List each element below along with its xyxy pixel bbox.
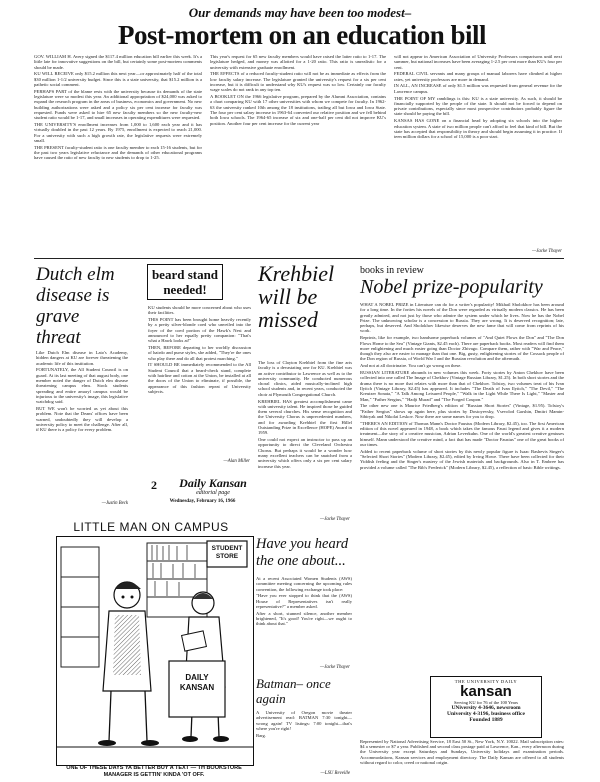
krehbiel-signature: —Jacke Thayer [320,517,350,522]
cartoon-caption: ONE OF THESE DAYS YA BETTER BUY A TEXT — TH BOOKSTORE MANAGER IS GETTIN' KINDA 'OT OFF. [66,765,242,778]
cartoon-sign-kansan: DAILY KANSAN [179,673,215,692]
krehbiel-paragraph: The loss of Clayton Krehbiel from the fine arts faculty is a devastating one for KU. Krehbiel was an active contributor to Lawrence as well as to the university community. He conducted numerous choral clinics, aided musically-inclined high school students and, in recent years, conducted the choir at Plymouth Congregational Church. [258,360,352,397]
batman-body [256,710,352,770]
books-paragraph: The other new one is Maurice Friedberg's edition of "Russian Short Stories" (Vintage, $1.95). Tolstoy's "Father Sergius" shows up again here, plus stories by Dostoyevsky, Vsevolod Garshin, Dmitri Mamin-Sibiryak and Nikolai Leskov. Now there are some names for you to drop. [360,403,564,419]
beard-paragraph: KU students should be more concerned about who uses their facilities. [148,305,251,316]
top-col1-paragraph: THE PRESENT faculty-student ratio is one faculty member to each 15-16 students, but for the past two years legislative reluctance and the demands of other educational programs have caused the ratio of new faculty to new students to drop to 1-25. [34,144,202,161]
top-col2 [210,54,386,244]
kansan-info-body: Represented by National Advertising Service, 18 East 50 St., New York, N.Y. 10022. Mail subscription rates: $4 a semester or $7 a year. Published and second class postage paid at Lawrence, Kan., every afternoon during the University year except Saturdays and Sundays, University holidays and examination periods. Accommodations, Kansan services and employment directory. The Daily Kansan are offered to all students without regard to color, creed or national origin. [360,739,564,765]
top-col2-paragraph: A BOOKLET ON the 1966 legislative program, prepared by the Alumni Association, contains a chart comparing KU with 17 other universities with whom we compete for faculty. In 1962-63 the university ranked 10th among the 18 institutions, trailing all but Iowa and Iowa State. The four per cent salary increase in 1963-64 converted our relative position and we fell behind both Iowa schools. The 1964-65 increase of six and one-half per cent did not improve KU's position. Another four per cent increase for the current year [210,94,386,126]
top-col3-paragraph: will not appear in American Association of University Professors comparisons until next summer, but national increases have been averaging 1-2.5 per cent more than KU's four per cent. [394,54,562,70]
krehbiel-headline: Krehbiel will be missed [258,261,335,332]
books-paragraph: RUSSIAN LITERATURE abounds in new volumes this week. Forty stories by Anton Chekhov have been collected into one called The Image of Chekhov (Vintage Russian Library, $1.25). In both short stories and the drama there is no more that relates with more than that of Chekhov. Tolstoy, two volumes treat of his Ivan Ilyitch (Vintage Library, $2.45) has appeared. It includes "The Death of Ivan Ilyitch," "The Devil," "The Kreutzer Sonata," "A Talk Among Leisured People," "Walk in the Light While There Is Light," "Master and Man," "Father Sergius," "Hadji Murad" and "The Forged Coupon." [360,370,564,402]
masthead-paper: Daily Kansan [179,476,247,490]
krehbiel-paragraph: KREHBIEL HAS greatest accomplishment came with university talent. He inspired those he guided them several churches. His sense recognition and the University Chorus is unprecedented numbers, and for awarding Krehbiel the first Hillel Outstanding Prize in Excellence (HOPE) Award in 1959. [258,398,352,436]
batman-headline: Batman– once again [256,676,331,706]
masthead-date: Wednesday, February 16, 1966 [169,499,236,504]
top-col3-paragraph: FEDERAL CIVIL servants and many groups of manual laborers have climbed at higher rates, yet university professors are more in demand. [394,71,562,82]
cartoon-drawing [57,537,253,765]
beard-signature: —Alan Miller [223,459,250,464]
batman-signature: —LSU Reveille [320,771,350,776]
books-headline: Nobel prize-popularity [360,276,543,298]
top-kicker: Our demands may have been too modest– [188,5,412,20]
dutch-headline: Dutch elm disease is grave threat [36,264,115,348]
books-paragraph: Added to recent paperback volume of short stories by this newly popular figure is Isaac Bashevis Singer's "Selected Short Stories" (Modern Library, $2.45), edited by Irving Howe. There have been collected for their Yiddish feeling and the Singer's mastery of the Jewish materials and backgrounds. Also in T. Embree has provided a volume called "The Bib's Frederick" (Modern Library, $2.45), a reflection of basic Bible writings. [360,448,564,470]
heard-paragraph: "Have you ever stopped to think that the (AWS) House of Representatives isn't really representative?" a member asked. [256,593,352,609]
top-col1-paragraph: PERHAPS PART of the blame rests with the university because its demands of the state legislature were so modest this year. An additional appropriation of $24,000 was asked to expand the research program in the areas of business, economics and government. No new building authorizations were asked and a policy six per cent increase for faculty was requested. Funds were asked to hire 65 new faculty members so the new faculty-new student ratio would be 1-17, and small increases in operating expenditures were requested. [34,88,202,121]
beard-headline: beard stand needed! [147,264,223,300]
cartoon-title: LITTLE MAN ON CAMPUS [73,520,229,534]
cartoon-sign-store: STUDENT STORE [211,545,243,560]
dutch-paragraph: Like Dutch Elm disease in Lato's Academy, hidden dangers at KU are forever threatening the academic life of this institution. [36,350,128,366]
masthead-phone2: University 4-3196, business office [447,711,525,717]
beard-paragraph: THIS POINT has been brought home heavily recently by a pretty silver-blonde coed who unveiled into the foyer of the coed portion of the Hawk's Nest and announced to her equally pretty companion: "That's what a Hawk looks at!" [148,317,251,344]
top-col3-paragraph: THE POINT OF MY ramblings is this: KU is a state university. As such, it should be financially supported by the people of the state. It should not be forced to depend on private contributions, especially since most prospective contributors probably figure the state should be paying the bill. [394,95,562,117]
beard-paragraph: IT SHOULD BE immediately recommended to the All Student Council that a beard-check stand, complete with hairline and cotton at the Union, be installed at all the doors of the Union to eliminate, if possible, the appearance of this fashion repeat of University subjects. [148,362,251,394]
heard-paragraph: At a recent Associated Women Students (AWS) committee meeting concerning the upcoming rules convention, the following exchange took place: [256,576,352,592]
krehbiel-paragraph: One could not expect an instructor to pass up an opportunity to direct the Cleveland Orchestra Chorus. But perhaps it would be a wonder how many excellent teachers can be snatched from a university which offers only a six per cent salary increase this year. [258,437,352,469]
top-col1-paragraph: KU WILL RECEIVE only $15.2 million this next year—or approximately half of the total $30 million 1-1/2 university budget. Since this is a state university, that $15.2 million is a pathetic social comment. [34,71,202,87]
top-col3 [394,54,562,250]
heard-body [256,576,352,662]
dutch-paragraph: FORTUNATELY, the All Student Council is on guard. At its last meeting of that august body, one member noted the danger of Dutch elm disease threatening campus elms. Stock students spreading and entire amaryl campus would be injurious to the university's image, this legislative watchdog said. [36,367,128,405]
heard-signature: —Jacke Thayer [320,665,350,670]
top-col3-paragraph: KANSAS HAS GONE on a financial head by adopting six schools into the higher education system. A state of two million people can't afford to feel that kind of bill. But the state has accepted that responsibility in theory and should begin assuming it in practice. If teen million dollars for a school of 15,000 is a poor start. [394,118,562,140]
masthead-founded: Founded 1889 [469,717,503,723]
top-col1-paragraph: THE UNIVERSITY'S enrollment increases from 1,000 to 1,600 each year and it has virtually doubled in the past 12 years. By 1975, enrollment is expected to reach 21,000. For a university with such a high growth rate, the legislative requests were extremely small. [34,122,202,143]
top-col2-paragraph: This year's request for 65 new faculty members would have raised the latter ratio to 1-17. The legislature hedged, and money was allotted for a 1-20 ratio. This ratio is unrealistic for a university with extensive graduate enrollment. [210,54,386,70]
dutch-body [36,350,128,498]
top-col1 [34,54,202,244]
books-kicker: books in review [360,265,424,276]
masthead-subtitle: editorial page [196,490,230,496]
kansan-masthead [430,676,542,738]
divider-top [34,258,564,259]
batman-paragraph: A University of Oregon movie theater advertisement read: BATMAN 7:30 tonight—wrong again! TV listings: 7:00 tonight—that's where you're right! [256,710,352,731]
top-col1-paragraph: GOV. WILLIAM H. Avery signed the $117.4 million education bill earlier this week. It's a little late for innovative suggestions on the bill, but certainly some post-mortem comments should be made. [34,54,202,70]
books-paragraph: WHAT A NOBEL PRIZE in Literature can do for a writer's popularity! Mikhail Sholokhov has been around for a long time. In the forties his novels of the Don were regarded as virtually modern classics. He has been greatly admired, and not just by those who admire the system under which he lives. Now he has the Nobel Prize. The unknowing scholar is a concession to Russia. They are wrong. It is deserved recognition; late, perhaps, but deserved. And Sholokhov likewise deserves the new fame that will come from reprints of his work. [360,302,564,334]
dutch-signature: —Justin Beck [101,501,128,506]
books-paragraph: And not at all doctrinaire. You can't go wrong on these. [360,363,462,369]
books-body [360,302,564,664]
masthead-tag: Serving KU for 76 of the 100 Years [454,700,518,705]
books-paragraph: Reprints, like for example, two handsome paperback volumes of "And Quiet Flows the Don" and "The Don Flows Home to the Sea" (Vintage Giants, $2.45 each). There are paperback books. Most readers will find them more enlightening and much easier going than Doctor Zhivago. Compare them, rather with "War and Peace," though they also are easier to manage than that one. Big, gusty, enlightening stories of the Cossack people of the Don region of Russia, of World War I and the Russian revolution and the aftermath. [360,335,564,362]
cartoon-panel [56,536,254,766]
heard-paragraph: After a short, stunned silence, another member brightened, "It's good! You're right—we ought to think about that." [256,610,352,627]
batman-paragraph: Barg. [256,732,266,738]
top-signature: —Jacke Thayer [532,249,562,254]
masthead-name: kansan [460,683,512,700]
top-col3-paragraph: IN ALL, AN INCREASE of only $1.5 million was requested from general revenue for the Lawrence campus. [394,83,562,94]
books-paragraph: "THERE'S AN EDITION of Thomas Mann's Doctor Faustus (Modern Library, $2.45), too. The first American edition of this novel appeared in 1948, a book which takes the famous Faust legend and gives it a modern treatment—the story of a creative musician, Adrian Leverkuhn. One of the world's greatest creative geniuses himself. Mann understood the creative mind, a fact that has made "Doctor Faustus" one of the great books of our times. [360,420,564,447]
masthead-line1: THE UNIVERSITY DAILY [454,679,518,684]
top-headline: Post-mortem on an education bill [118,20,486,50]
masthead-number: 2 [151,478,157,492]
beard-body [148,305,251,455]
beard-paragraph: THEN, BEFORE departing to her worldly discussion of hairdo and purse styles, she added, "They're the ones who play there and do all that protest marching." [148,345,251,361]
dutch-paragraph: BUT WE won't be worried as yet about this problem. Note that the Deans' offices have been warned, undoubtedly they will develop a university policy to meet the challenge. After all, if KU there is a policy for every problem. [36,405,128,433]
heard-headline: Have you heard the one about... [256,536,349,569]
krehbiel-body [258,360,352,510]
masthead-phone1: UNiversity 4-3646, newsroom [451,705,521,711]
top-col2-paragraph: THE EFFECTS of a reduced faculty-student ratio will not be as immediate as effects from the low faculty salary increase. The legislature granted the university's request for a six per cent increase, but it is difficult to understand why KU's request was so low. Certainly our faculty wage scales do not rank in any top ten. [210,71,386,93]
